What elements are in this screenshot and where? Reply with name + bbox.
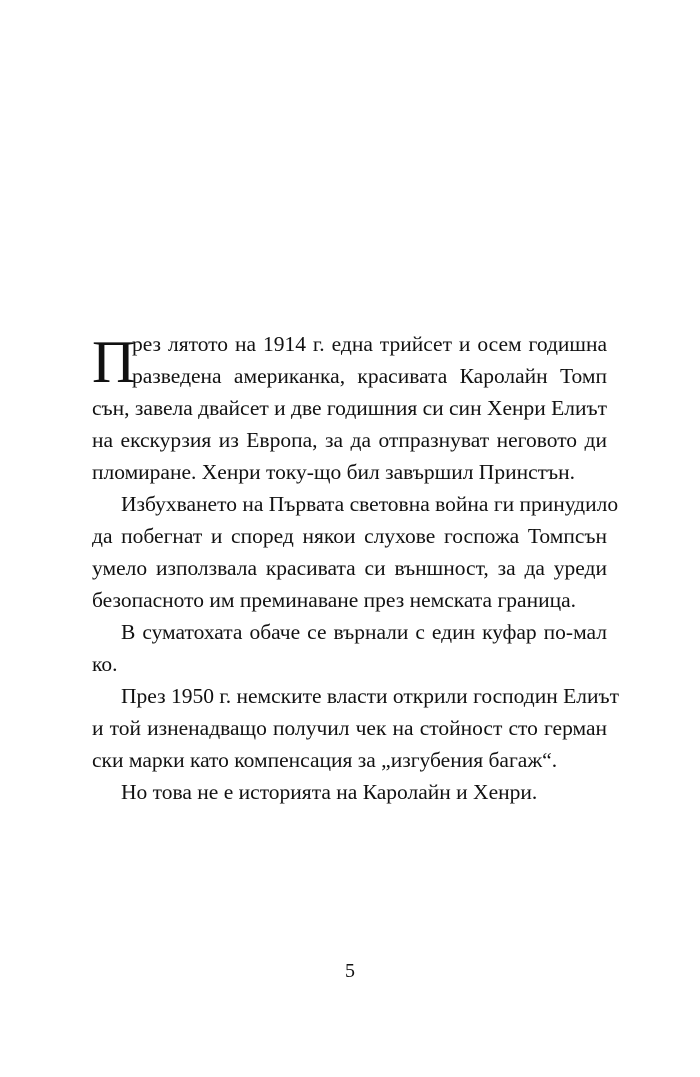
text-line: рез лятото на 1914 г. една трийсет и осем годишна — [132, 332, 607, 356]
text-line: умело използвала красивата си външност, за да уреди — [92, 556, 607, 580]
text-line: да побегнат и според някои слухове госпожа Томпсън — [92, 524, 607, 548]
text-line: разведена американка, красивата Каролайн Томп — [132, 364, 607, 388]
text-line: В суматохата обаче се върнали с един куфар по-мал — [121, 620, 607, 644]
text-line: ски марки като компенсация за „изгубения багаж“. — [92, 748, 558, 772]
text-line: ко. — [92, 652, 118, 676]
drop-cap-letter: П — [92, 329, 136, 395]
text-line: на екскурзия из Европа, за да отпразнуват неговото ди — [92, 428, 607, 452]
body-text — [92, 328, 620, 808]
page-number: 5 — [345, 960, 355, 982]
text-line: През 1950 г. немските власти открили господин Елиът — [121, 684, 620, 708]
text-line: безопасното им преминаване през немската граница. — [92, 588, 577, 612]
text-line: Но това не е историята на Каролайн и Хенри. — [121, 780, 538, 804]
text-line: сън, завела двайсет и две годишния си син Хенри Елиът — [92, 396, 608, 420]
text-line: пломиране. Хенри току-що бил завършил Принстън. — [92, 460, 576, 484]
text-line: и той изненадващо получил чек на стойност сто герман — [92, 716, 607, 740]
text-line: Избухването на Първата световна война ги принудило — [121, 492, 619, 516]
